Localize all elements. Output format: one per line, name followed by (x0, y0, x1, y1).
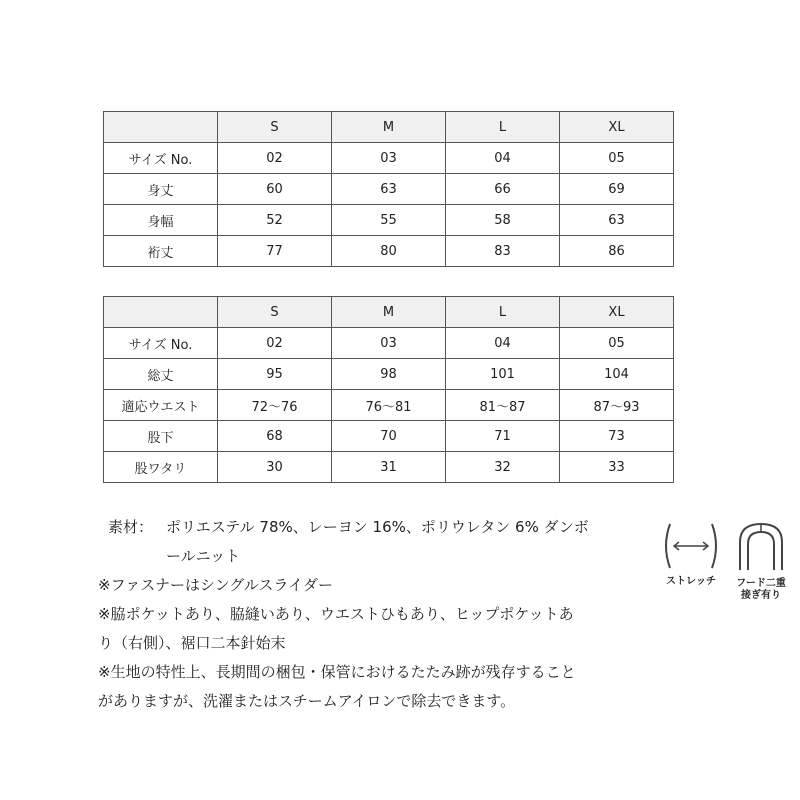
value-cell: 80 (332, 236, 446, 267)
value-cell: 86 (560, 236, 674, 267)
value-cell: 03 (332, 328, 446, 359)
value-cell: 95 (218, 359, 332, 390)
header-row (104, 112, 674, 143)
header-cell: XL (560, 112, 674, 143)
hood-caption-2: 接ぎ有り (741, 590, 781, 601)
double-hood-icon (730, 520, 792, 574)
note-fabric-2: がありますが、洗濯またはスチームアイロンで除去できます。 (98, 692, 516, 710)
product-notes (98, 513, 618, 716)
value-cell: 69 (560, 174, 674, 205)
value-cell: 66 (446, 174, 560, 205)
table-row (104, 174, 674, 205)
header-row (104, 297, 674, 328)
value-cell: 63 (560, 205, 674, 236)
header-cell: XL (560, 297, 674, 328)
header-cell: M (332, 297, 446, 328)
value-cell: 73 (560, 421, 674, 452)
value-cell: 76～81 (332, 390, 446, 421)
value-cell: 77 (218, 236, 332, 267)
row-label-cell: 適応ウエスト (104, 390, 218, 421)
table-row (104, 359, 674, 390)
row-label-cell: 股下 (104, 421, 218, 452)
row-label-cell: サイズ No. (104, 328, 218, 359)
value-cell: 83 (446, 236, 560, 267)
table-row (104, 421, 674, 452)
header-corner-cell (104, 297, 218, 328)
value-cell: 03 (332, 143, 446, 174)
header-cell: L (446, 297, 560, 328)
value-cell: 98 (332, 359, 446, 390)
value-cell: 04 (446, 328, 560, 359)
value-cell: 55 (332, 205, 446, 236)
stretch-icon (660, 520, 722, 572)
row-label-cell: 股ワタリ (104, 452, 218, 483)
material-text-2: ールニット (166, 547, 241, 565)
value-cell: 05 (560, 328, 674, 359)
bottoms-size-table (103, 296, 674, 483)
value-cell: 52 (218, 205, 332, 236)
row-label-cell: 身幅 (104, 205, 218, 236)
header-corner-cell (104, 112, 218, 143)
note-fabric-1: ※生地の特性上、長期間の梱包・保管におけるたたみ跡が残存すること (98, 663, 576, 681)
value-cell: 32 (446, 452, 560, 483)
header-cell: L (446, 112, 560, 143)
value-cell: 87～93 (560, 390, 674, 421)
value-cell: 31 (332, 452, 446, 483)
stretch-caption: ストレッチ (666, 576, 716, 587)
row-label-cell: 裄丈 (104, 236, 218, 267)
double-hood-feature (730, 520, 792, 610)
value-cell: 02 (218, 143, 332, 174)
value-cell: 04 (446, 143, 560, 174)
table-row (104, 390, 674, 421)
value-cell: 58 (446, 205, 560, 236)
note-pockets-2: り（右側）、裾口二本針始末 (98, 634, 286, 652)
value-cell: 30 (218, 452, 332, 483)
table-row (104, 328, 674, 359)
table-row (104, 452, 674, 483)
value-cell: 101 (446, 359, 560, 390)
header-cell: S (218, 112, 332, 143)
value-cell: 81～87 (446, 390, 560, 421)
row-label-cell: サイズ No. (104, 143, 218, 174)
note-zipper: ※ファスナーはシングルスライダー (98, 576, 333, 594)
row-label-cell: 身丈 (104, 174, 218, 205)
value-cell: 70 (332, 421, 446, 452)
value-cell: 60 (218, 174, 332, 205)
material-line (98, 513, 618, 542)
hood-caption-1: フード二重 (736, 578, 786, 589)
material-text-1: ポリエステル 78%、レーヨン 16%、ポリウレタン 6% ダンボ (166, 518, 589, 536)
value-cell: 02 (218, 328, 332, 359)
value-cell: 72～76 (218, 390, 332, 421)
note-pockets-1: ※脇ポケットあり、脇縫いあり、ウエストひもあり、ヒップポケットあ (98, 605, 574, 623)
value-cell: 68 (218, 421, 332, 452)
row-label-cell: 総丈 (104, 359, 218, 390)
table-row (104, 143, 674, 174)
value-cell: 104 (560, 359, 674, 390)
material-label: 素材： (108, 518, 154, 536)
value-cell: 71 (446, 421, 560, 452)
header-cell: M (332, 112, 446, 143)
header-cell: S (218, 297, 332, 328)
value-cell: 33 (560, 452, 674, 483)
table-row (104, 236, 674, 267)
table-row (104, 205, 674, 236)
tops-size-table (103, 111, 674, 267)
value-cell: 05 (560, 143, 674, 174)
value-cell: 63 (332, 174, 446, 205)
stretch-feature (660, 520, 722, 596)
